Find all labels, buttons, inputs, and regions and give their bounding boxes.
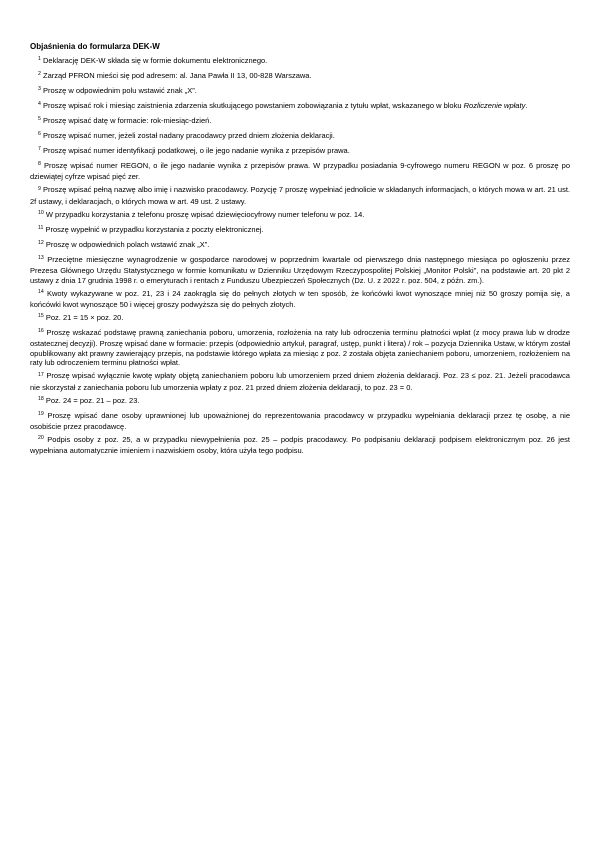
footnote-item [30, 71, 570, 82]
footnote-number: 13 [38, 255, 44, 262]
footnote-text: Proszę w odpowiednich polach wstawić znak „X”. [45, 239, 210, 249]
footnote-text: Proszę wypełnić w przypadku korzystania z poczty elektronicznej. [45, 224, 264, 234]
footnote-item [30, 161, 570, 182]
footnote-item [30, 313, 570, 324]
footnote-number: 6 [38, 131, 41, 138]
footnote-item [30, 116, 570, 127]
footnote-text-italic: Rozliczenie wpłaty [463, 101, 526, 110]
footnote-text: Proszę wpisać numer, jeżeli został nadany pracodawcy przed dniem złożenia deklaracji. [42, 131, 335, 140]
footnote-text: Poz. 24 = poz. 21 – poz. 23. [45, 395, 140, 405]
footnote-text: Proszę w odpowiednim polu wstawić znak „X”. [42, 86, 197, 95]
footnote-item [30, 131, 570, 142]
footnote-number: 4 [38, 101, 41, 108]
footnote-number: 18 [38, 396, 44, 403]
footnote-item [30, 101, 570, 112]
footnote-item [30, 86, 570, 97]
footnote-number: 11 [38, 225, 44, 232]
footnote-number: 16 [38, 328, 44, 335]
footnote-text: Proszę wpisać wyłącznie kwotę wpłaty objętą zaniechaniem poboru lub umorzeniem przed dniem złożenia deklaracji. Poz. 23 ≤ poz. 21. Jeżeli pracodawca nie skorzystał z zaniechania poboru lub umorzenia wpłaty z poz. 21 przed dniem złożenia deklaracji, to poz. 23 = 0. [30, 371, 570, 392]
footnote-item [30, 255, 570, 285]
footnote-text: Poz. 21 = 15 × poz. 20. [45, 313, 124, 323]
footnote-number: 19 [38, 411, 44, 418]
footnote-item [30, 435, 570, 456]
footnote-text: Zarząd PFRON mieści się pod adresem: al. Jana Pawła II 13, 00-828 Warszawa. [42, 71, 312, 80]
footnote-item [30, 210, 570, 221]
footnote-item [30, 328, 570, 368]
footnote-number: 15 [38, 313, 44, 320]
footnote-item [30, 289, 570, 310]
footnote-number: 8 [38, 161, 41, 168]
footnote-item [30, 396, 570, 407]
footnote-number: 7 [38, 146, 41, 153]
footnote-item [30, 56, 570, 67]
footnote-text: Proszę wpisać rok i miesiąc zaistnienia zdarzenia skutkującego powstaniem zobowiązania z tytułu wpłat, wskazanego w bloku [42, 101, 462, 110]
footnote-number: 10 [38, 210, 44, 217]
footnote-text: Proszę wpisać dane osoby uprawnionej lub upoważnionej do reprezentowania pracodawcy w przypadku wypełniania deklaracji przez tę osobę, a nie osobiście przez pracodawcę. [30, 410, 570, 432]
footnote-text: Przeciętne miesięczne wynagrodzenie w gospodarce narodowej w poprzednim kwartale od pierwszego dnia następnego miesiąca po ogłoszeniu przez Prezesa Głównego Urzędu Statystycznego w formie komunikatu w Dzienniku Urzędowym Rzeczypospolitej Polskiej „Monitor Polski”, na podstawie art. 20 pkt 2 ustawy z dnia 17 grudnia 1998 r. o emeryturach i rentach z Funduszu Ubezpieczeń Społecznych (Dz. U. z 2022 r. poz. 504, z późn. zm.). [30, 254, 570, 285]
footnote-text: W przypadku korzystania z telefonu proszę wpisać dziewięciocyfrowy numer telefonu w poz. 14. [45, 209, 365, 219]
footnote-number: 9 [38, 185, 41, 192]
document-title: Objaśnienia do formularza DEK-W [30, 42, 160, 51]
footnote-number: 1 [38, 56, 41, 63]
footnote-text: Proszę wpisać numer REGON, o ile jego nadanie wynika z przepisów prawa. W przypadku posiadania 9-cyfrowego numeru REGON w poz. 6 proszę po dziewiątej cyfrze wpisać pięć zer. [30, 161, 570, 182]
footnote-number: 20 [38, 435, 44, 442]
footnote-item [30, 371, 570, 392]
footnote-number: 5 [38, 116, 41, 123]
footnote-number: 2 [38, 71, 41, 78]
footnote-text: Proszę wpisać numer identyfikacji podatkowej, o ile jego nadanie wynika z przepisów prawa. [42, 146, 350, 155]
footnote-number: 17 [38, 371, 44, 378]
footnote-text: Podpis osoby z poz. 25, a w przypadku niewypełnienia poz. 25 – podpis pracodawcy. Po podpisaniu deklaracji podpisem elektronicznym poz. 26 jest wypełniana automatycznie imieniem i nazwiskiem osoby, która użyła tego podpisu. [30, 435, 570, 456]
footnote-item [30, 240, 570, 251]
footnote-item [30, 411, 570, 432]
footnote-text: Kwoty wykazywane w poz. 21, 23 i 24 zaokrągla się do pełnych złotych w ten sposób, że końcówki kwot wynoszące mniej niż 50 groszy pomija się, a końcówki kwot wynoszące 50 i więcej groszy podwyższa się do pełnych złotych. [30, 288, 570, 310]
footnote-text: Proszę wpisać datę w formacie: rok-miesiąc-dzień. [42, 116, 212, 125]
footnote-text: Proszę wskazać podstawę prawną zaniechania poboru, umorzenia, rozłożenia na raty lub odroczenia terminu płatności wpłat (z mocy prawa lub w drodze ostatecznej decyzji). Proszę wpisać dane w formacie: przepis (odpowiednio artykuł, paragraf, ustęp, punkt i litera) / rok – pozycja Dziennika Ustaw, w którym został opublikowany akt prawny zawierający przepis, na podstawie którego wpłata za miesiąc z poz. 2 została objęta zaniechaniem poboru, umorzeniem, rozłożeniem na raty lub odroczeniem terminu płatności wpłat. [30, 328, 570, 368]
footnote-item [30, 225, 570, 236]
footnote-text: Deklarację DEK-W składa się w formie dokumentu elektronicznego. [42, 56, 268, 65]
footnote-text: Proszę wpisać pełną nazwę albo imię i nazwisko pracodawcy. Pozycję 7 proszę wypełniać jednolicie w składanych informacjach, o których mowa w art. 21 ust. 2f ustawy, i deklaracjach, o których mowa w art. 49 ust. 2 ustawy. [30, 185, 570, 206]
footnote-number: 12 [38, 240, 44, 247]
footnote-item [30, 185, 570, 206]
footnote-number: 14 [38, 289, 44, 296]
footnote-text: . [525, 101, 528, 110]
footnote-number: 3 [38, 86, 41, 93]
footnote-item [30, 146, 570, 157]
